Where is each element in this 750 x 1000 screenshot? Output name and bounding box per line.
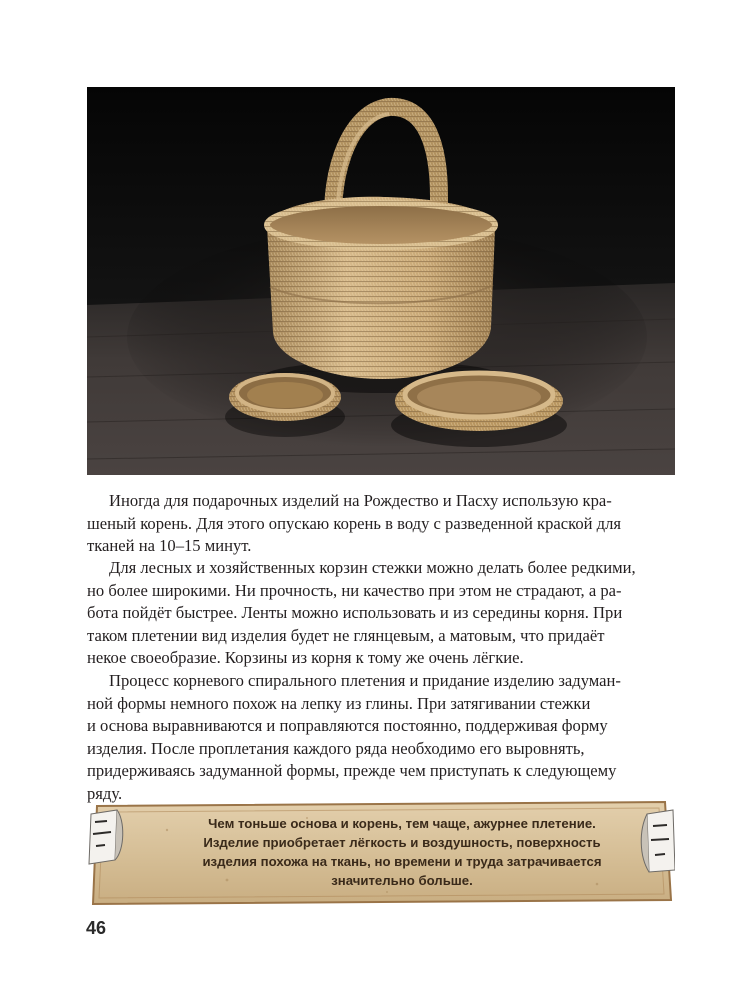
text-line: но более широкими. Ни прочность, ни качество при этом не страдают, а ра-: [87, 580, 622, 600]
text-line: Процесс корневого спирального плетения и придание изделию задуман-: [109, 671, 621, 690]
text-line: некое своеобразие. Корзины из корня к тому же очень лёгкие.: [87, 648, 524, 668]
note-line: значительно больше.: [331, 873, 473, 888]
paragraph-3: [87, 670, 675, 806]
text-line: бота пойдёт быстрее. Ленты можно использовать и из середины корня. При: [87, 603, 623, 623]
text-line: таком плетении вид изделия будет не глянцевым, а матовым, что придаёт: [87, 625, 605, 645]
tip-note-box: [87, 800, 675, 906]
paragraph-2: [87, 557, 675, 670]
text-line: ной формы немного похож на лепку из глины. При затягивании стежки: [87, 693, 591, 713]
text-line: шеный корень. Для этого опускаю корень в воду с разведенной краской для: [87, 513, 622, 533]
note-line: Чем тоньше основа и корень, тем чаще, ажурнее плетение.: [208, 816, 596, 831]
note-line: изделия похожа на ткань, но времени и труда затрачивается: [202, 854, 602, 869]
page-number: 46: [86, 918, 107, 938]
text-line: тканей на 10–15 минут.: [87, 536, 252, 556]
text-line: и основа выравниваются и поправляются постоянно, поддерживая форму: [87, 716, 608, 736]
text-line: Для лесных и хозяйственных корзин стежки можно делать более редкими,: [109, 558, 636, 577]
text-line: изделия. После проплетания каждого ряда необходимо его выровнять,: [87, 738, 585, 758]
paragraph-1: [87, 490, 675, 558]
note-line: Изделие приобретает лёгкость и воздушность, поверхность: [203, 835, 601, 850]
birch-curl-right: [641, 810, 675, 872]
text-line: Иногда для подарочных изделий на Рождество и Пасху использую кра-: [109, 491, 612, 510]
birch-curl-left: [89, 810, 123, 864]
tip-note-text: [202, 814, 602, 890]
text-line: ряду.: [87, 783, 123, 803]
text-line: придерживаясь задуманной формы, прежде чем приступать к следующему: [87, 761, 617, 781]
basket-photo: [87, 87, 675, 475]
